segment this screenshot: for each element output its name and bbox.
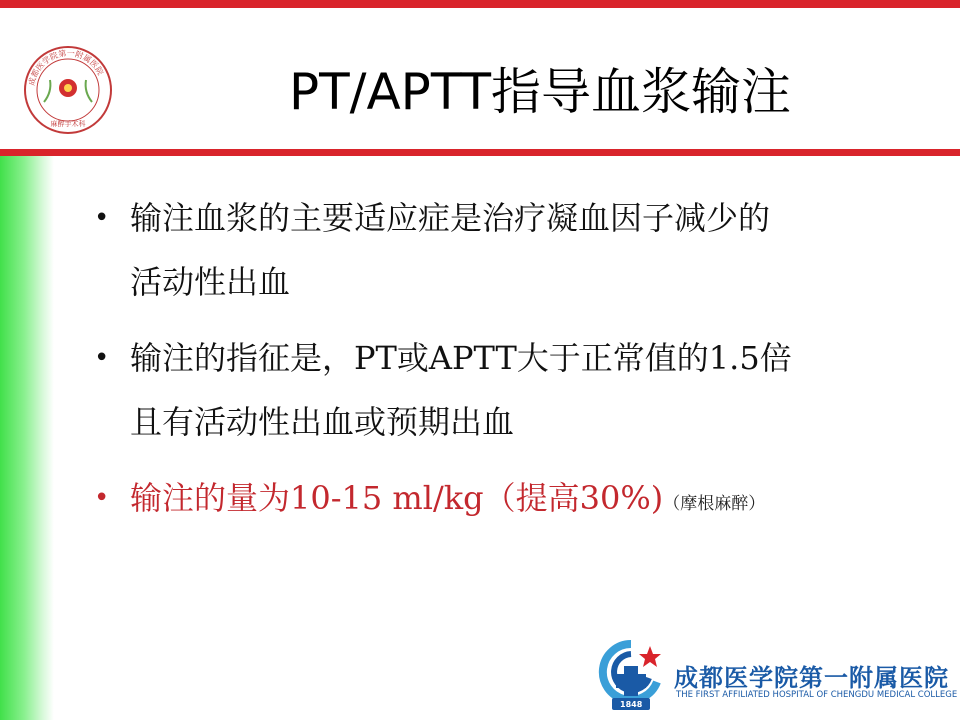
hospital-name-english: THE FIRST AFFILIATED HOSPITAL OF CHENGDU MEDICAL COLLEGE xyxy=(676,690,958,700)
hospital-name-chinese: 成都医学院第一附属医院 xyxy=(674,664,949,692)
seal-ring-text: 成都医学院第一附属医院 xyxy=(27,48,106,87)
bullet-dot: • xyxy=(94,483,110,513)
bullet-item-criteria xyxy=(90,326,910,454)
bullet-line: 输注血浆的主要适应症是治疗凝血因子减少的 xyxy=(130,199,771,237)
seal-bottom-text: 麻醉手术科 xyxy=(50,120,86,128)
slide-title: PT/APTT指导血浆输注 xyxy=(288,63,792,121)
hospital-founding-year: 1848 xyxy=(620,700,643,709)
bullet-item-dosage xyxy=(90,466,910,536)
bullet-list xyxy=(90,186,910,548)
bullet-dot: • xyxy=(94,203,110,233)
source-note: （摩根麻醉） xyxy=(663,494,766,514)
top-accent-bar xyxy=(0,0,960,8)
department-seal-logo xyxy=(22,44,114,136)
dosage-text: 输注的量为10-15 ml/kg（提高30%) xyxy=(130,479,664,517)
left-green-gradient-strip xyxy=(0,156,54,720)
bullet-line-with-note xyxy=(130,466,910,536)
hospital-logo xyxy=(598,640,958,712)
bullet-line: 且有活动性出血或预期出血 xyxy=(130,403,515,441)
bullet-line: 输注的指征是，PT或APTT大于正常值的1.5倍 xyxy=(130,339,792,377)
bullet-dot: • xyxy=(94,343,110,373)
bullet-line: 活动性出血 xyxy=(130,263,291,301)
bullet-item-indication xyxy=(90,186,910,314)
header-divider xyxy=(0,149,960,156)
